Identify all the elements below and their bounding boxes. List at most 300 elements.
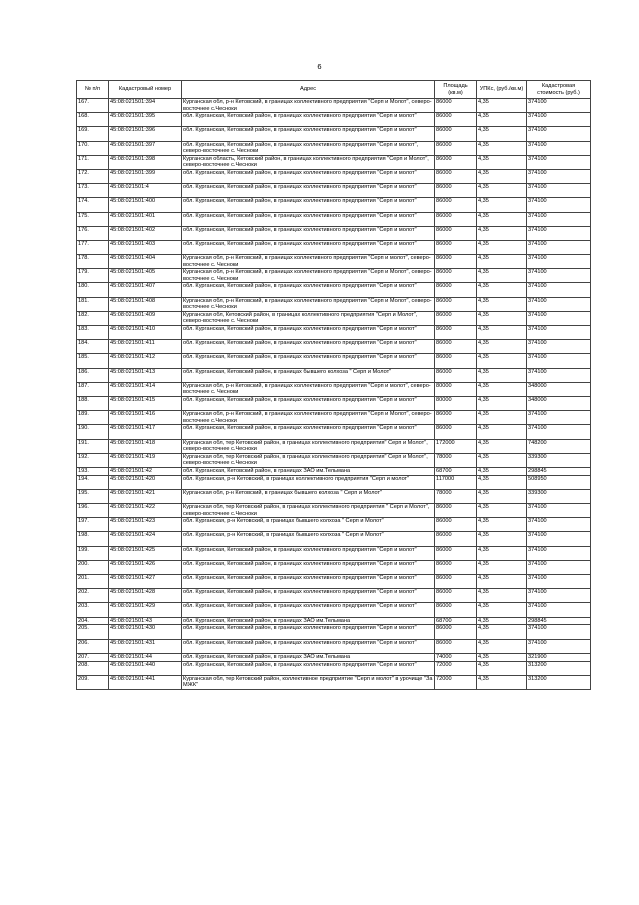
address-cell: Курганская обл, тер Кетовский район, в границах коллективного предприятия " Серп и Молот", северо-восточнее с.Чесноки <box>182 504 435 518</box>
table-row <box>77 226 591 240</box>
row-number-cell: 188. <box>77 396 109 410</box>
upks-cell: 4,35 <box>477 589 527 603</box>
area-cell: 86000 <box>435 113 477 127</box>
area-cell: 86000 <box>435 504 477 518</box>
upks-cell: 4,35 <box>477 127 527 141</box>
header-address: Адрес <box>182 81 435 99</box>
header-area: Площадь (кв.м) <box>435 81 477 99</box>
address-cell: обл. Курганская, Кетовский район, в границах коллективного предприятия "Серп и молот" <box>182 354 435 368</box>
table-row <box>77 198 591 212</box>
upks-cell: 4,35 <box>477 297 527 311</box>
cadastral-value-cell: 374100 <box>527 99 591 113</box>
address-cell: обл. Курганская, Кетовский район, в границах коллективного предприятия "Серп и молот" <box>182 113 435 127</box>
address-cell: обл. Курганская, р-н Кетовский, в границах коллективного предприятия "Серп и молот" <box>182 475 435 489</box>
area-cell: 86000 <box>435 198 477 212</box>
table-row <box>77 297 591 311</box>
row-number-cell: 196. <box>77 504 109 518</box>
row-number-cell: 190. <box>77 425 109 439</box>
cadastral-number-cell: 45:08:021501:428 <box>109 589 182 603</box>
row-number-cell: 185. <box>77 354 109 368</box>
cadastral-value-cell: 374100 <box>527 311 591 325</box>
area-cell: 86000 <box>435 141 477 155</box>
address-cell: обл. Курганская, Кетовский район, в границах коллективного предприятия "Серп и молот" <box>182 226 435 240</box>
cadastral-number-cell: 45:08:021501:412 <box>109 354 182 368</box>
row-number-cell: 197. <box>77 518 109 532</box>
cadastral-number-cell: 45:08:021501:429 <box>109 603 182 617</box>
table-row <box>77 518 591 532</box>
cadastral-number-cell: 45:08:021501:421 <box>109 489 182 503</box>
row-number-cell: 181. <box>77 297 109 311</box>
cadastral-value-cell: 374100 <box>527 141 591 155</box>
address-cell: обл. Курганская, Кетовский район, в границах коллективного предприятия "Серп и молот" <box>182 396 435 410</box>
address-cell: обл. Курганская, Кетовский район, в границах коллективного предприятия "Серп и молот" <box>182 560 435 574</box>
cadastral-number-cell: 45:08:021501:394 <box>109 99 182 113</box>
cadastral-value-cell: 374100 <box>527 212 591 226</box>
table-row <box>77 589 591 603</box>
upks-cell: 4,35 <box>477 661 527 675</box>
area-cell: 86000 <box>435 560 477 574</box>
area-cell: 172000 <box>435 439 477 453</box>
cadastral-number-cell: 45:08:021501:409 <box>109 311 182 325</box>
cadastral-number-cell: 45:08:021501:416 <box>109 411 182 425</box>
address-cell: обл. Курганская, Кетовский район, в границах ЗАО им.Тельмана <box>182 617 435 625</box>
cadastral-number-cell: 45:08:021501:414 <box>109 382 182 396</box>
address-cell: обл. Курганская, Кетовский район, в границах коллективного предприятия "Серп и молот", северо-восточнее с. Чесноки <box>182 141 435 155</box>
cadastral-value-cell: 374100 <box>527 127 591 141</box>
cadastral-number-cell: 45:08:021501:424 <box>109 532 182 546</box>
table-row <box>77 340 591 354</box>
cadastral-value-cell: 374100 <box>527 354 591 368</box>
cadastral-number-cell: 45:08:021501:396 <box>109 127 182 141</box>
table-row <box>77 311 591 325</box>
address-cell: обл. Курганская, Кетовский район, в границах коллективного предприятия "Серп и молот" <box>182 198 435 212</box>
address-cell: обл. Курганская, р-н Кетовский, в границах бывшего колхоза " Серп и Молот" <box>182 532 435 546</box>
cadastral-number-cell: 45:08:021501:425 <box>109 546 182 560</box>
cadastral-number-cell: 45:08:021501:415 <box>109 396 182 410</box>
cadastral-number-cell: 45:08:021501:407 <box>109 283 182 297</box>
area-cell: 80000 <box>435 396 477 410</box>
area-cell: 86000 <box>435 297 477 311</box>
cadastral-value-cell: 374100 <box>527 255 591 269</box>
table-row <box>77 546 591 560</box>
area-cell: 86000 <box>435 639 477 653</box>
cadastral-value-cell: 374100 <box>527 326 591 340</box>
area-cell: 72000 <box>435 661 477 675</box>
area-cell: 86000 <box>435 99 477 113</box>
upks-cell: 4,35 <box>477 467 527 475</box>
address-cell: обл. Курганская, Кетовский район, в границах коллективного предприятия "Серп и молот" <box>182 546 435 560</box>
upks-cell: 4,35 <box>477 411 527 425</box>
address-cell: Курганская обл, тер Кетовский район, в границах коллективного предприятия" Серп и Молот", северо-восточнее с.Чесноки <box>182 453 435 467</box>
address-cell: Курганская обл, Кетовский район, в границах коллективного предприятия "Серп и Молот", северо-восточнее с. Чесноки <box>182 311 435 325</box>
row-number-cell: 179. <box>77 269 109 283</box>
table-row <box>77 532 591 546</box>
table-row <box>77 467 591 475</box>
area-cell: 86000 <box>435 212 477 226</box>
cadastral-value-cell: 374100 <box>527 574 591 588</box>
table-row <box>77 212 591 226</box>
row-number-cell: 195. <box>77 489 109 503</box>
address-cell: Курганская обл, р-н Кетовский, в границах коллективного предприятия "Серп и молот", северо-восточнее с. Чесноки <box>182 255 435 269</box>
upks-cell: 4,35 <box>477 617 527 625</box>
cadastral-value-cell: 508950 <box>527 475 591 489</box>
address-cell: обл. Курганская, Кетовский район, в границах коллективного предприятия "Серп и молот" <box>182 625 435 639</box>
address-cell: обл. Курганская, Кетовский район, в границах коллективного предприятия "Серп и молот" <box>182 425 435 439</box>
upks-cell: 4,35 <box>477 382 527 396</box>
area-cell: 86000 <box>435 169 477 183</box>
row-number-cell: 192. <box>77 453 109 467</box>
upks-cell: 4,35 <box>477 453 527 467</box>
cadastral-number-cell: 45:08:021501:413 <box>109 368 182 382</box>
upks-cell: 4,35 <box>477 425 527 439</box>
cadastral-number-cell: 45:08:021501:411 <box>109 340 182 354</box>
table-row <box>77 127 591 141</box>
cadastral-value-cell: 374100 <box>527 603 591 617</box>
area-cell: 86000 <box>435 326 477 340</box>
cadastral-number-cell: 45:08:021501:420 <box>109 475 182 489</box>
address-cell: обл. Курганская, Кетовский район, в границах ЗАО им.Тельмана <box>182 467 435 475</box>
upks-cell: 4,35 <box>477 255 527 269</box>
table-row <box>77 661 591 675</box>
row-number-cell: 187. <box>77 382 109 396</box>
row-number-cell: 189. <box>77 411 109 425</box>
upks-cell: 4,35 <box>477 354 527 368</box>
upks-cell: 4,35 <box>477 184 527 198</box>
area-cell: 86000 <box>435 269 477 283</box>
cadastral-value-cell: 374100 <box>527 198 591 212</box>
upks-cell: 4,35 <box>477 603 527 617</box>
upks-cell: 4,35 <box>477 653 527 661</box>
upks-cell: 4,35 <box>477 99 527 113</box>
address-cell: обл. Курганская, Кетовский район, в границах ЗАО им.Тельмана <box>182 653 435 661</box>
area-cell: 74000 <box>435 653 477 661</box>
table-row <box>77 574 591 588</box>
row-number-cell: 176. <box>77 226 109 240</box>
area-cell: 86000 <box>435 226 477 240</box>
area-cell: 86000 <box>435 532 477 546</box>
cadastral-number-cell: 45:08:021501:400 <box>109 198 182 212</box>
table-row <box>77 439 591 453</box>
table-row <box>77 675 591 689</box>
table-row <box>77 255 591 269</box>
row-number-cell: 209. <box>77 675 109 689</box>
cadastral-value-cell: 313200 <box>527 675 591 689</box>
area-cell: 86000 <box>435 589 477 603</box>
address-cell: Курганская обл, р-н Кетовский, в границах коллективного предприятия "Серп и Молот", северо-восточнее с. Чесноки <box>182 269 435 283</box>
cadastral-value-cell: 374100 <box>527 113 591 127</box>
upks-cell: 4,35 <box>477 368 527 382</box>
row-number-cell: 199. <box>77 546 109 560</box>
cadastral-value-cell: 374100 <box>527 340 591 354</box>
cadastral-value-cell: 374100 <box>527 283 591 297</box>
row-number-cell: 184. <box>77 340 109 354</box>
upks-cell: 4,35 <box>477 546 527 560</box>
upks-cell: 4,35 <box>477 396 527 410</box>
area-cell: 86000 <box>435 184 477 198</box>
address-cell: обл. Курганская, Кетовский район, в границах коллективного предприятия "Серп и молот" <box>182 212 435 226</box>
address-cell: обл. Курганская, Кетовский район, в границах коллективного предприятия "Серп и молот" <box>182 184 435 198</box>
cadastral-number-cell: 45:08:021501:430 <box>109 625 182 639</box>
cadastral-value-cell: 374100 <box>527 226 591 240</box>
upks-cell: 4,35 <box>477 439 527 453</box>
cadastral-table <box>76 80 591 690</box>
cadastral-value-cell: 374100 <box>527 155 591 169</box>
upks-cell: 4,35 <box>477 532 527 546</box>
upks-cell: 4,35 <box>477 639 527 653</box>
table-row <box>77 368 591 382</box>
table-row <box>77 396 591 410</box>
cadastral-number-cell: 45:08:021501:42 <box>109 467 182 475</box>
upks-cell: 4,35 <box>477 283 527 297</box>
row-number-cell: 198. <box>77 532 109 546</box>
upks-cell: 4,35 <box>477 518 527 532</box>
table-row <box>77 169 591 183</box>
address-cell: обл. Курганская, Кетовский район, в границах коллективного предприятия "Серп и молот" <box>182 326 435 340</box>
row-number-cell: 193. <box>77 467 109 475</box>
cadastral-number-cell: 45:08:021501:405 <box>109 269 182 283</box>
page-number: 6 <box>317 62 322 71</box>
area-cell: 86000 <box>435 283 477 297</box>
table-row <box>77 99 591 113</box>
upks-cell: 4,35 <box>477 198 527 212</box>
row-number-cell: 183. <box>77 326 109 340</box>
row-number-cell: 203. <box>77 603 109 617</box>
address-cell: Курганская обл, р-н Кетовский, в границах коллективного предприятия "Серп и Молот", северо-восточнее с.Чесноки <box>182 99 435 113</box>
cadastral-value-cell: 374100 <box>527 532 591 546</box>
cadastral-number-cell: 45:08:021501:399 <box>109 169 182 183</box>
cadastral-value-cell: 298845 <box>527 617 591 625</box>
area-cell: 86000 <box>435 340 477 354</box>
area-cell: 86000 <box>435 354 477 368</box>
table-row <box>77 603 591 617</box>
area-cell: 86000 <box>435 155 477 169</box>
address-cell: обл. Курганская, Кетовский район, в границах коллективного предприятия "Серп и молот" <box>182 127 435 141</box>
area-cell: 86000 <box>435 625 477 639</box>
cadastral-number-cell: 45:08:021501:404 <box>109 255 182 269</box>
area-cell: 72000 <box>435 675 477 689</box>
area-cell: 86000 <box>435 255 477 269</box>
row-number-cell: 177. <box>77 240 109 254</box>
address-cell: Курганская обл, р-н Кетовский, в границах коллективного предприятия "Серп и Молот", северо-восточнее с.Чесноки <box>182 411 435 425</box>
table-row <box>77 283 591 297</box>
address-cell: обл. Курганская, Кетовский район, в границах коллективного предприятия "Серп и молот" <box>182 240 435 254</box>
row-number-cell: 178. <box>77 255 109 269</box>
row-number-cell: 201. <box>77 574 109 588</box>
area-cell: 68700 <box>435 617 477 625</box>
upks-cell: 4,35 <box>477 169 527 183</box>
cadastral-number-cell: 45:08:021501:440 <box>109 661 182 675</box>
table-row <box>77 625 591 639</box>
cadastral-value-cell: 339300 <box>527 453 591 467</box>
area-cell: 86000 <box>435 574 477 588</box>
table-row <box>77 269 591 283</box>
cadastral-number-cell: 45:08:021501:408 <box>109 297 182 311</box>
row-number-cell: 202. <box>77 589 109 603</box>
row-number-cell: 200. <box>77 560 109 574</box>
area-cell: 86000 <box>435 546 477 560</box>
row-number-cell: 206. <box>77 639 109 653</box>
address-cell: обл. Курганская, Кетовский район, в границах коллективного предприятия "Серп и молот" <box>182 589 435 603</box>
table-row <box>77 425 591 439</box>
cadastral-value-cell: 348000 <box>527 382 591 396</box>
cadastral-value-cell: 298845 <box>527 467 591 475</box>
cadastral-number-cell: 45:08:021501:401 <box>109 212 182 226</box>
cadastral-value-cell: 313200 <box>527 661 591 675</box>
address-cell: обл. Курганская, Кетовский район, в границах коллективного предприятия "Серп и молот" <box>182 340 435 354</box>
cadastral-number-cell: 45:08:021501:395 <box>109 113 182 127</box>
address-cell: обл. Курганская, Кетовский район, в границах коллективного предприятия "Серп и молот" <box>182 639 435 653</box>
cadastral-value-cell: 374100 <box>527 411 591 425</box>
cadastral-number-cell: 45:08:021501:43 <box>109 617 182 625</box>
table-row <box>77 617 591 625</box>
cadastral-value-cell: 339300 <box>527 489 591 503</box>
cadastral-number-cell: 45:08:021501:44 <box>109 653 182 661</box>
table-body <box>77 99 591 690</box>
cadastral-value-cell: 374100 <box>527 589 591 603</box>
cadastral-number-cell: 45:08:021501:427 <box>109 574 182 588</box>
upks-cell: 4,35 <box>477 240 527 254</box>
table-row <box>77 411 591 425</box>
cadastral-number-cell: 45:08:021501:418 <box>109 439 182 453</box>
address-cell: обл. Курганская, Кетовский район, в границах бывшего колхоза " Серп и Молот" <box>182 368 435 382</box>
cadastral-number-cell: 45:08:021501:441 <box>109 675 182 689</box>
area-cell: 86000 <box>435 518 477 532</box>
cadastral-number-cell: 45:08:021501:402 <box>109 226 182 240</box>
area-cell: 86000 <box>435 311 477 325</box>
upks-cell: 4,35 <box>477 311 527 325</box>
area-cell: 78000 <box>435 489 477 503</box>
address-cell: обл. Курганская, Кетовский район, в границах коллективного предприятия "Серп и молот" <box>182 603 435 617</box>
table-row <box>77 453 591 467</box>
cadastral-number-cell: 45:08:021501:4 <box>109 184 182 198</box>
upks-cell: 4,35 <box>477 326 527 340</box>
cadastral-number-cell: 45:08:021501:417 <box>109 425 182 439</box>
area-cell: 86000 <box>435 127 477 141</box>
address-cell: обл. Курганская, р-н Кетовский, в границах бывшего колхоза " Серп и Молот" <box>182 518 435 532</box>
cadastral-number-cell: 45:08:021501:426 <box>109 560 182 574</box>
address-cell: Курганская обл, тер Кетовский район, коллективное предприятие "Серп и молот" в урочище "За МЖК" <box>182 675 435 689</box>
row-number-cell: 170. <box>77 141 109 155</box>
row-number-cell: 191. <box>77 439 109 453</box>
cadastral-number-cell: 45:08:021501:403 <box>109 240 182 254</box>
table-row <box>77 184 591 198</box>
row-number-cell: 194. <box>77 475 109 489</box>
upks-cell: 4,35 <box>477 226 527 240</box>
area-cell: 86000 <box>435 240 477 254</box>
table-row <box>77 155 591 169</box>
area-cell: 78000 <box>435 453 477 467</box>
table-row <box>77 504 591 518</box>
upks-cell: 4,35 <box>477 560 527 574</box>
address-cell: Курганская область, Кетовский район, в границах коллективного предприятия "Серп и Молот", северо-восточнее с.Чесноки <box>182 155 435 169</box>
cadastral-value-cell: 374100 <box>527 169 591 183</box>
area-cell: 68700 <box>435 467 477 475</box>
area-cell: 117000 <box>435 475 477 489</box>
table-row <box>77 489 591 503</box>
row-number-cell: 168. <box>77 113 109 127</box>
cadastral-value-cell: 321900 <box>527 653 591 661</box>
header-cadastral-number: Кадастровый номер <box>109 81 182 99</box>
row-number-cell: 207. <box>77 653 109 661</box>
area-cell: 80000 <box>435 382 477 396</box>
cadastral-value-cell: 374100 <box>527 425 591 439</box>
table-row <box>77 141 591 155</box>
cadastral-value-cell: 374100 <box>527 184 591 198</box>
row-number-cell: 182. <box>77 311 109 325</box>
table-row <box>77 113 591 127</box>
header-cadastral-value: Кадастровая стоимость (руб.) <box>527 81 591 99</box>
cadastral-number-cell: 45:08:021501:423 <box>109 518 182 532</box>
cadastral-number-cell: 45:08:021501:431 <box>109 639 182 653</box>
area-cell: 86000 <box>435 411 477 425</box>
address-cell: обл. Курганская, Кетовский район, в границах коллективного предприятия "Серп и молот" <box>182 661 435 675</box>
cadastral-value-cell: 374100 <box>527 504 591 518</box>
cadastral-value-cell: 374100 <box>527 560 591 574</box>
cadastral-value-cell: 374100 <box>527 546 591 560</box>
cadastral-number-cell: 45:08:021501:422 <box>109 504 182 518</box>
address-cell: Курганская обл, р-н Кетовский, в границах коллективного предприятия "Серп и молот", северо-восточнее с. Чесноки <box>182 382 435 396</box>
upks-cell: 4,35 <box>477 675 527 689</box>
table-row <box>77 326 591 340</box>
table-row <box>77 354 591 368</box>
row-number-cell: 205. <box>77 625 109 639</box>
row-number-cell: 167. <box>77 99 109 113</box>
table-header <box>77 81 591 99</box>
header-row <box>77 81 591 99</box>
table-row <box>77 475 591 489</box>
cadastral-value-cell: 374100 <box>527 639 591 653</box>
row-number-cell: 186. <box>77 368 109 382</box>
cadastral-number-cell: 45:08:021501:419 <box>109 453 182 467</box>
address-cell: обл. Курганская, Кетовский район, в границах коллективного предприятия "Серп и молот" <box>182 574 435 588</box>
cadastral-value-cell: 748200 <box>527 439 591 453</box>
address-cell: Курганская обл, тер Кетовский район, в границах коллективного предприятия" Серп и Молот", северо-восточнее с.Чесноки <box>182 439 435 453</box>
upks-cell: 4,35 <box>477 475 527 489</box>
header-num: № п/п <box>77 81 109 99</box>
cadastral-value-cell: 374100 <box>527 368 591 382</box>
row-number-cell: 172. <box>77 169 109 183</box>
upks-cell: 4,35 <box>477 489 527 503</box>
cadastral-number-cell: 45:08:021501:410 <box>109 326 182 340</box>
cadastral-value-cell: 374100 <box>527 269 591 283</box>
upks-cell: 4,35 <box>477 504 527 518</box>
upks-cell: 4,35 <box>477 212 527 226</box>
cadastral-value-cell: 374100 <box>527 297 591 311</box>
row-number-cell: 204. <box>77 617 109 625</box>
row-number-cell: 171. <box>77 155 109 169</box>
row-number-cell: 175. <box>77 212 109 226</box>
upks-cell: 4,35 <box>477 141 527 155</box>
area-cell: 86000 <box>435 368 477 382</box>
upks-cell: 4,35 <box>477 625 527 639</box>
address-cell: Курганская обл, р-н Кетовский, в границах коллективного предприятия "Серп и Молот", северо-восточнее с.Чесноки <box>182 297 435 311</box>
address-cell: обл. Курганская, Кетовский район, в границах коллективного предприятия "Серп и молот" <box>182 169 435 183</box>
table-row <box>77 639 591 653</box>
header-upks: УПКс, (руб./кв.м) <box>477 81 527 99</box>
upks-cell: 4,35 <box>477 574 527 588</box>
cadastral-value-cell: 374100 <box>527 518 591 532</box>
upks-cell: 4,35 <box>477 340 527 354</box>
cadastral-number-cell: 45:08:021501:398 <box>109 155 182 169</box>
cadastral-value-cell: 348000 <box>527 396 591 410</box>
upks-cell: 4,35 <box>477 113 527 127</box>
address-cell: обл. Курганская, Кетовский район, в границах коллективного предприятия "Серп и молот" <box>182 283 435 297</box>
area-cell: 86000 <box>435 603 477 617</box>
area-cell: 86000 <box>435 425 477 439</box>
row-number-cell: 180. <box>77 283 109 297</box>
upks-cell: 4,35 <box>477 269 527 283</box>
row-number-cell: 208. <box>77 661 109 675</box>
